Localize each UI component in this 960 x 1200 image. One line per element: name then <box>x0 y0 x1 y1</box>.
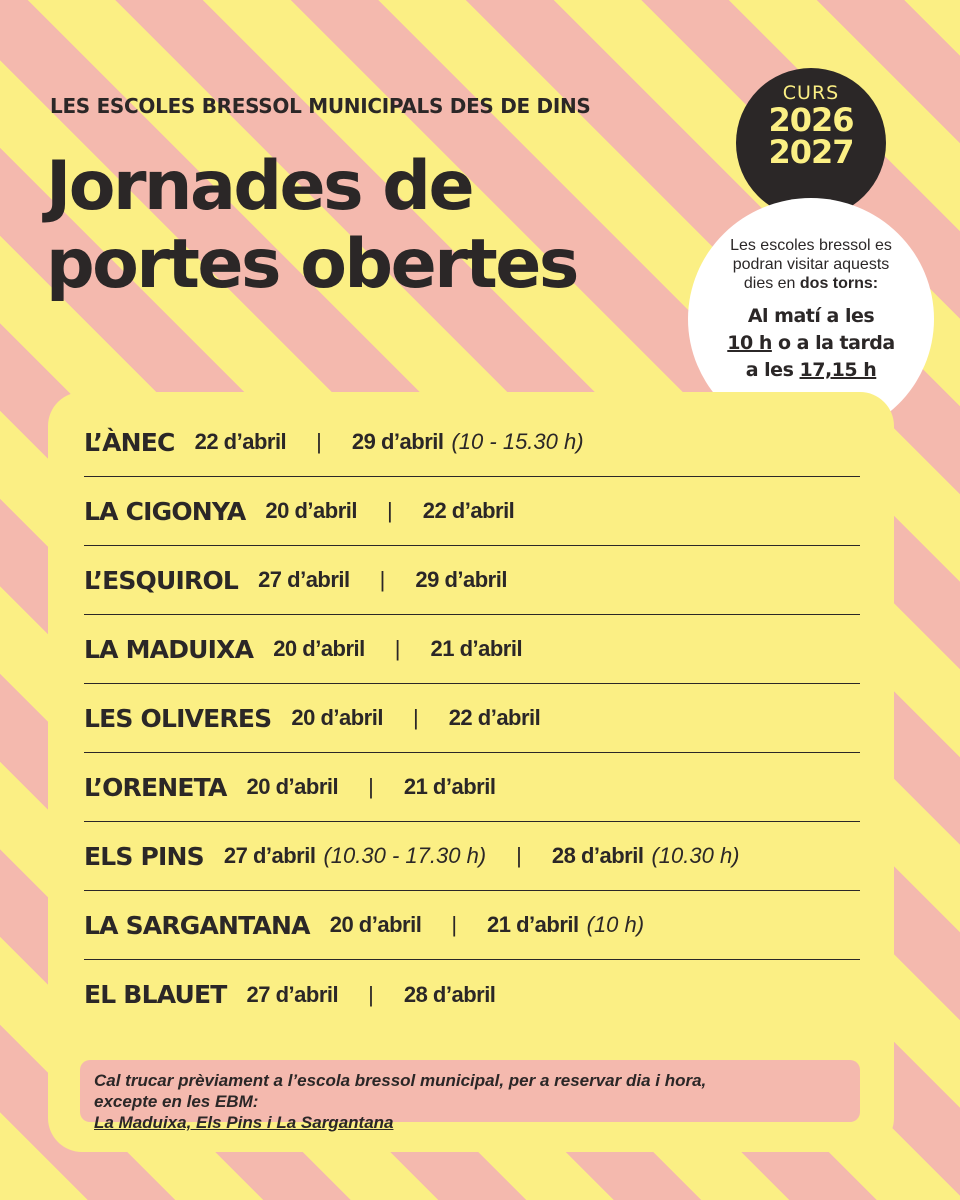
school-name: L’ESQUIROL <box>84 565 239 595</box>
school-date-2: 21 d’abril <box>487 912 579 937</box>
booking-notice-line-1: Cal trucar prèviament a l’escola bressol municipal, per a reservar dia i hora, <box>94 1071 707 1090</box>
school-name: LA MADUIXA <box>84 634 254 664</box>
visit-info-intro <box>716 236 906 293</box>
booking-notice <box>80 1060 860 1132</box>
school-date-2-note: (10 - 15.30 h) <box>451 429 584 454</box>
course-year-start: 2026 <box>768 101 854 139</box>
school-name: LA CIGONYA <box>84 496 246 526</box>
school-name: L’ÀNEC <box>84 427 175 457</box>
course-year-end: 2027 <box>768 133 854 171</box>
date-separator: | <box>394 636 401 661</box>
school-date-2: 28 d’abril <box>403 981 496 1007</box>
school-date-2-note: (10 h) <box>586 912 645 937</box>
school-row-les-oliveres <box>84 684 860 753</box>
school-date-2: 29 d’abril <box>415 567 507 592</box>
visit-times <box>706 303 916 384</box>
morning-time: 10 h <box>727 332 772 354</box>
date-separator: | <box>379 567 386 592</box>
school-row-els-pins <box>84 822 860 891</box>
school-date-1: 20 d’abril <box>265 498 357 523</box>
school-date-2: 29 d’abril <box>351 429 444 454</box>
subtitle: LES ESCOLES BRESSOL MUNICIPALS DES DE DINS <box>50 94 591 118</box>
school-name: EL BLAUET <box>84 980 227 1009</box>
school-date-1: 20 d’abril <box>273 636 365 661</box>
school-date-1: 27 d’abril <box>258 567 350 592</box>
school-row-lanec <box>84 408 860 477</box>
school-date-2: 28 d’abril <box>551 843 644 868</box>
school-row-lesquirol <box>84 546 860 615</box>
school-name: ELS PINS <box>84 841 204 871</box>
date-separator: | <box>451 912 458 937</box>
booking-notice-schools-link[interactable]: La Maduixa, Els Pins i La Sargantana <box>94 1113 394 1132</box>
date-separator: | <box>412 705 419 730</box>
course-badge <box>736 68 886 218</box>
schedule-panel <box>48 392 894 1152</box>
school-row-la-cigonya <box>84 477 860 546</box>
school-date-2: 21 d’abril <box>430 636 523 661</box>
school-date-1: 27 d’abril <box>223 843 316 868</box>
school-date-1: 20 d’abril <box>329 912 422 937</box>
school-date-1: 27 d’abril <box>246 981 339 1007</box>
school-row-la-maduixa <box>84 615 860 684</box>
school-list <box>84 408 860 1029</box>
school-row-el-blauet <box>84 960 860 1029</box>
school-date-1-note: (10.30 - 17.30 h) <box>323 843 487 868</box>
page-title <box>46 148 577 304</box>
visit-times-line-3: a les <box>745 359 794 381</box>
school-date-2-note: (10.30 h) <box>651 843 740 868</box>
school-row-la-sargantana <box>84 891 860 960</box>
school-date-1: 20 d’abril <box>291 705 383 730</box>
school-row-loreneta <box>84 753 860 822</box>
date-separator: | <box>368 774 374 799</box>
booking-notice-exception: excepte en les EBM: <box>94 1092 259 1111</box>
date-separator: | <box>316 429 322 454</box>
course-label: CURS <box>782 82 840 104</box>
school-name: LA SARGANTANA <box>84 910 310 940</box>
title-line-2: portes obertes <box>46 225 577 304</box>
title-line-1: Jornades de <box>46 147 473 226</box>
date-separator: | <box>368 981 374 1007</box>
school-date-1: 22 d’abril <box>194 429 287 454</box>
booking-notice-line-2 <box>94 1091 846 1133</box>
visit-info-intro-text: Les escoles bressol es podran visitar aquests dies en <box>730 237 892 292</box>
school-date-2: 22 d’abril <box>422 498 515 523</box>
date-separator: | <box>516 843 522 868</box>
school-name: LES OLIVERES <box>84 703 272 733</box>
visit-times-line-1: Al matí a les <box>747 305 875 327</box>
school-name: L’ORENETA <box>84 772 227 802</box>
date-separator: | <box>386 498 393 523</box>
visit-info-intro-bold: dos torns: <box>799 275 879 292</box>
visit-times-line-2: o a la tarda <box>777 332 895 354</box>
school-date-2: 21 d’abril <box>403 774 496 799</box>
school-date-1: 20 d’abril <box>246 774 339 799</box>
school-date-2: 22 d’abril <box>448 705 541 730</box>
afternoon-time: 17,15 h <box>799 359 877 381</box>
